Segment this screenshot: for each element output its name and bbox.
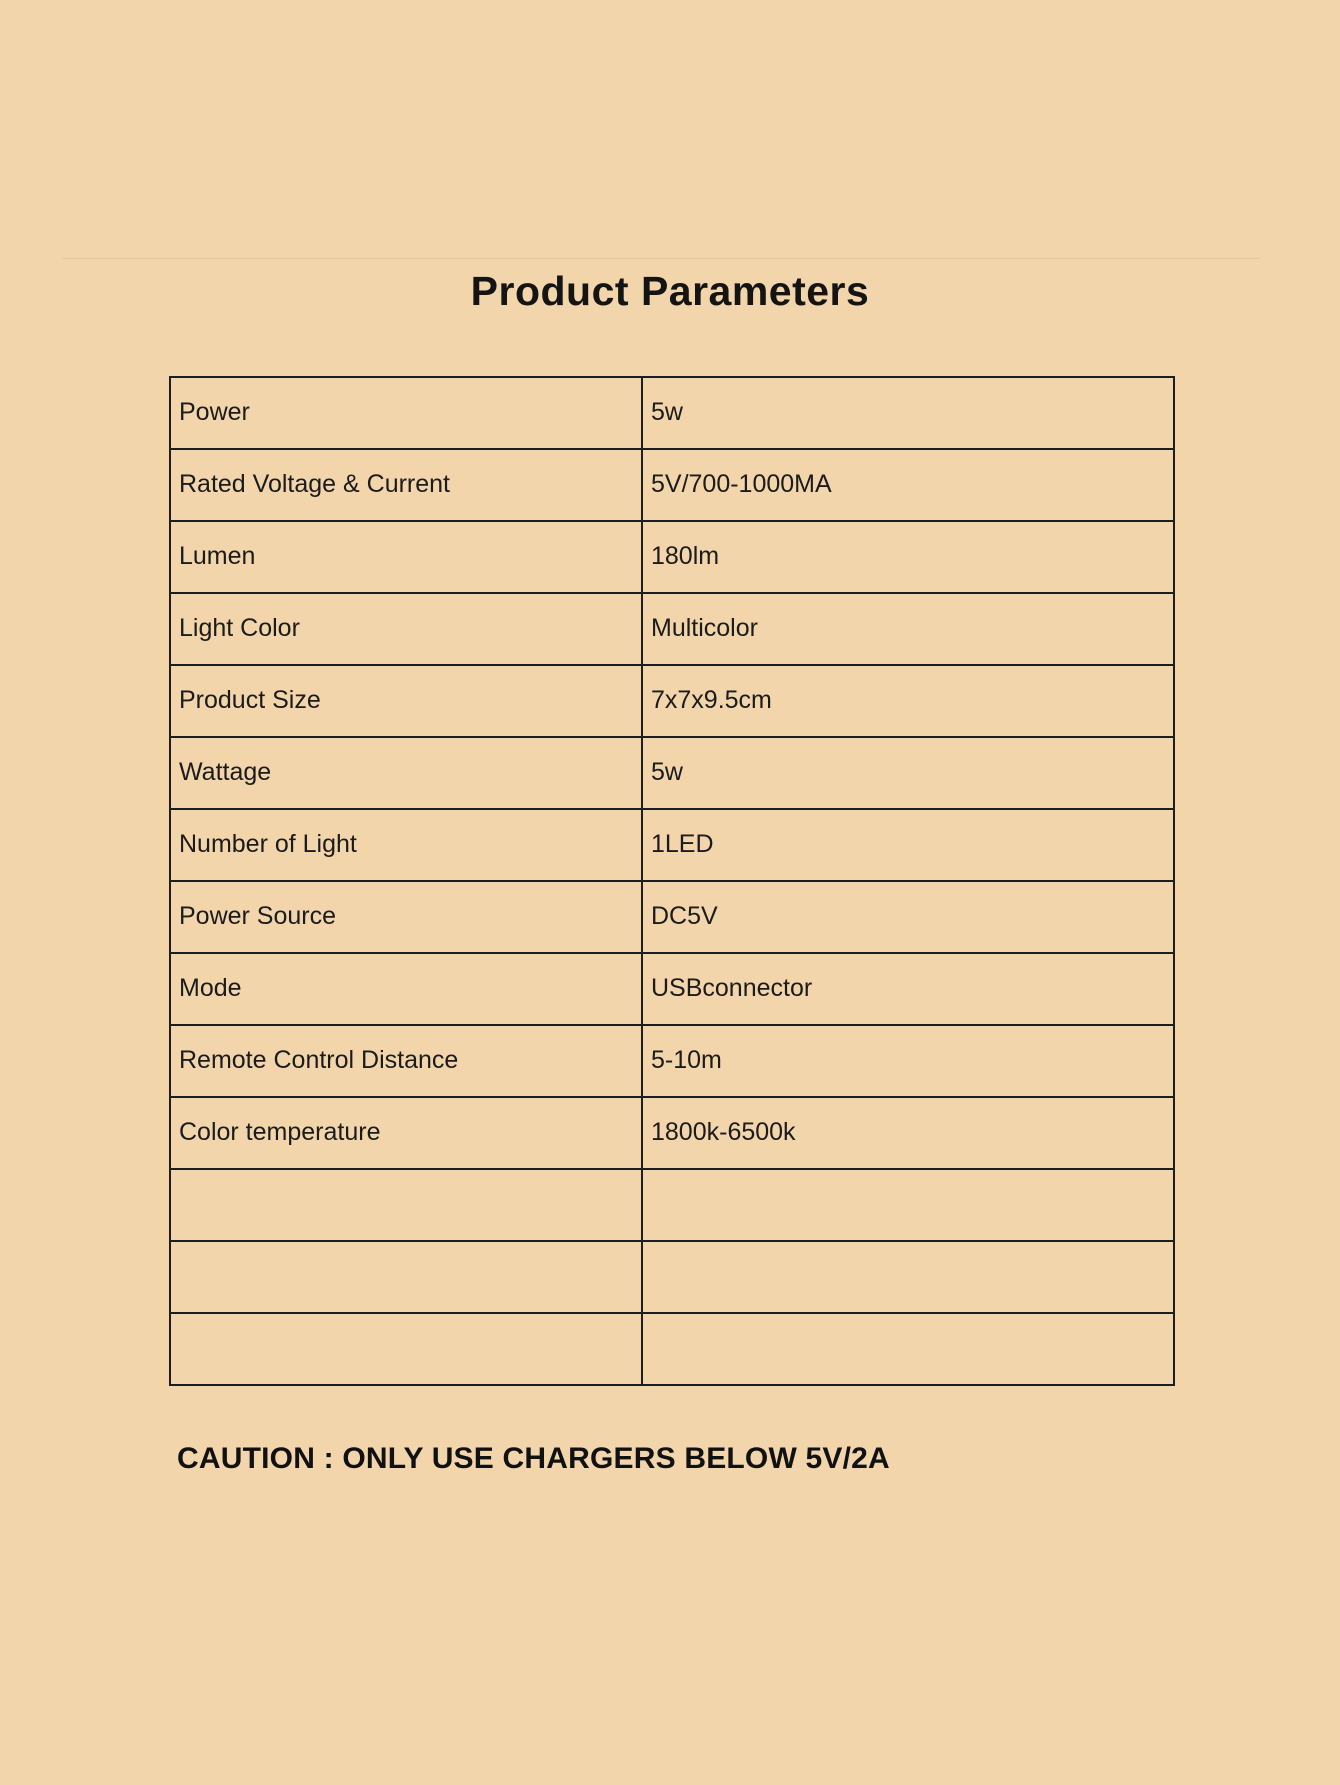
table-row — [170, 1241, 1174, 1313]
parameter-label — [170, 1313, 642, 1385]
page-title: Product Parameters — [470, 268, 870, 314]
parameter-value — [642, 1241, 1174, 1313]
top-divider — [62, 258, 1260, 259]
parameter-value: 5w — [642, 377, 1174, 449]
parameter-label: Wattage — [170, 737, 642, 809]
parameter-value: 1LED — [642, 809, 1174, 881]
table-row — [170, 593, 1174, 665]
product-parameters-table — [169, 376, 1175, 1386]
table-row — [170, 377, 1174, 449]
parameter-value: USBconnector — [642, 953, 1174, 1025]
table-row — [170, 881, 1174, 953]
parameter-label — [170, 1241, 642, 1313]
parameter-value: Multicolor — [642, 593, 1174, 665]
parameter-value: 7x7x9.5cm — [642, 665, 1174, 737]
parameter-label: Number of Light — [170, 809, 642, 881]
parameter-label: Power — [170, 377, 642, 449]
table-row — [170, 521, 1174, 593]
parameter-label: Color temperature — [170, 1097, 642, 1169]
parameter-label: Power Source — [170, 881, 642, 953]
parameter-value: 5-10m — [642, 1025, 1174, 1097]
parameter-value: DC5V — [642, 881, 1174, 953]
table-row — [170, 1097, 1174, 1169]
parameter-value — [642, 1169, 1174, 1241]
table-row — [170, 1313, 1174, 1385]
parameter-label: Rated Voltage & Current — [170, 449, 642, 521]
parameter-label: Mode — [170, 953, 642, 1025]
caution-notice: CAUTION : ONLY USE CHARGERS BELOW 5V/2A — [177, 1442, 890, 1475]
parameter-label: Product Size — [170, 665, 642, 737]
parameter-value: 5V/700-1000MA — [642, 449, 1174, 521]
table-row — [170, 1025, 1174, 1097]
table-row — [170, 953, 1174, 1025]
parameter-label: Lumen — [170, 521, 642, 593]
parameter-label — [170, 1169, 642, 1241]
table-row — [170, 737, 1174, 809]
parameter-label: Light Color — [170, 593, 642, 665]
parameter-value: 1800k-6500k — [642, 1097, 1174, 1169]
parameter-value — [642, 1313, 1174, 1385]
table-row — [170, 1169, 1174, 1241]
table-row — [170, 449, 1174, 521]
parameter-value: 180lm — [642, 521, 1174, 593]
table-row — [170, 809, 1174, 881]
parameter-label: Remote Control Distance — [170, 1025, 642, 1097]
table-row — [170, 665, 1174, 737]
parameter-value: 5w — [642, 737, 1174, 809]
